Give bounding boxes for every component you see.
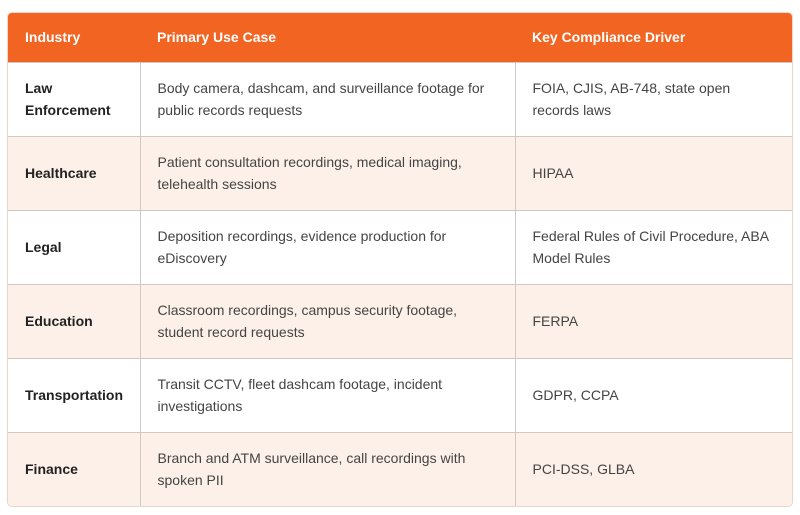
compliance-driver-cell: FERPA — [515, 284, 792, 358]
industry-cell: Healthcare — [8, 136, 140, 210]
table-row — [8, 432, 792, 506]
industry-cell: Legal — [8, 210, 140, 284]
table-row — [8, 210, 792, 284]
use-case-cell: Transit CCTV, fleet dashcam footage, incident investigations — [140, 358, 515, 432]
industry-cell: Finance — [8, 432, 140, 506]
table-row — [8, 62, 792, 136]
use-case-cell: Body camera, dashcam, and surveillance footage for public records requests — [140, 62, 515, 136]
use-case-cell: Classroom recordings, campus security footage, student record requests — [140, 284, 515, 358]
use-case-cell: Branch and ATM surveillance, call recordings with spoken PII — [140, 432, 515, 506]
industry-compliance-table — [8, 13, 792, 506]
table-header — [8, 13, 792, 62]
industry-cell: Education — [8, 284, 140, 358]
table-row — [8, 358, 792, 432]
table-row — [8, 284, 792, 358]
compliance-driver-cell: PCI-DSS, GLBA — [515, 432, 792, 506]
industry-cell: Law Enforcement — [8, 62, 140, 136]
header-row — [8, 13, 792, 62]
column-header-key-compliance-driver: Key Compliance Driver — [532, 29, 686, 46]
compliance-driver-cell: FOIA, CJIS, AB-748, state open records laws — [515, 62, 792, 136]
column-header-industry: Industry — [25, 29, 81, 46]
column-header-primary-use-case: Primary Use Case — [157, 29, 277, 46]
compliance-driver-cell: HIPAA — [515, 136, 792, 210]
table-body — [8, 62, 792, 506]
table-row — [8, 136, 792, 210]
use-case-cell: Patient consultation recordings, medical imaging, telehealth sessions — [140, 136, 515, 210]
industry-cell: Transportation — [8, 358, 140, 432]
compliance-driver-cell: Federal Rules of Civil Procedure, ABA Model Rules — [515, 210, 792, 284]
compliance-driver-cell: GDPR, CCPA — [515, 358, 792, 432]
compliance-table-container — [7, 12, 793, 507]
use-case-cell: Deposition recordings, evidence production for eDiscovery — [140, 210, 515, 284]
